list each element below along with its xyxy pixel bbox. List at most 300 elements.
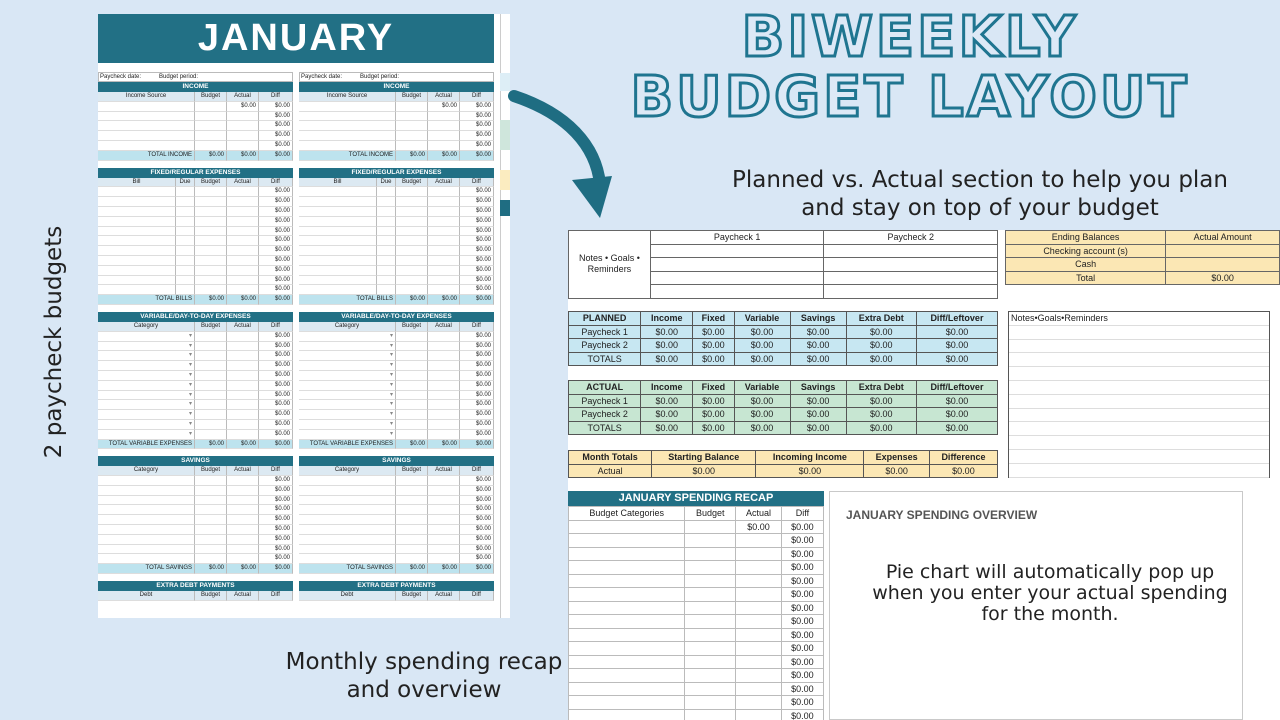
input-cell[interactable] [428,420,460,430]
input-cell[interactable] [377,217,396,227]
recap-category-cell[interactable] [569,642,685,656]
recap-budget-cell[interactable] [685,682,736,696]
input-cell[interactable] [176,266,195,276]
input-cell[interactable] [195,112,227,122]
recap-category-cell[interactable] [569,534,685,548]
input-cell[interactable] [396,410,428,420]
input-cell[interactable] [176,256,195,266]
total-label: TOTAL SAVINGS [299,564,396,574]
input-cell[interactable] [98,276,176,286]
recap-category-cell[interactable] [569,696,685,710]
input-cell[interactable] [98,187,176,197]
input-cell[interactable] [195,342,227,352]
input-cell[interactable] [428,256,460,266]
input-cell[interactable] [195,131,227,141]
notes-line[interactable] [1009,450,1269,464]
input-cell[interactable] [396,430,428,440]
ending-cell[interactable]: $0.00 [1166,271,1280,285]
category-dropdown[interactable]: ▾ [299,400,396,410]
input-cell[interactable] [428,351,460,361]
input-cell[interactable] [428,371,460,381]
diff-cell: $0.00 [259,266,293,276]
input-cell[interactable] [195,371,227,381]
category-dropdown[interactable]: ▾ [98,381,195,391]
input-cell[interactable] [195,351,227,361]
recap-category-cell[interactable] [569,561,685,575]
category-dropdown[interactable]: ▾ [98,391,195,401]
input-cell[interactable] [377,246,396,256]
input-cell[interactable] [176,236,195,246]
recap-budget-cell[interactable] [685,561,736,575]
extra-column-header: Diff [460,591,494,601]
input-cell[interactable] [98,102,195,112]
input-cell[interactable] [98,505,195,515]
input-cell[interactable] [227,420,259,430]
input-cell[interactable] [98,266,176,276]
input-cell[interactable] [195,420,227,430]
input-cell[interactable] [299,486,396,496]
input-cell[interactable] [428,227,460,237]
recap-budget-cell[interactable] [685,574,736,588]
input-cell[interactable] [195,187,227,197]
input-cell[interactable] [428,342,460,352]
input-cell[interactable] [428,266,460,276]
recap-budget-cell[interactable] [685,547,736,561]
category-dropdown[interactable]: ▾ [98,420,195,430]
input-cell[interactable] [227,476,259,486]
recap-category-cell[interactable] [569,588,685,602]
input-cell[interactable] [98,256,176,266]
input-cell[interactable] [176,227,195,237]
notes-line[interactable] [1009,464,1269,478]
input-cell[interactable] [195,266,227,276]
input-cell[interactable] [428,217,460,227]
input-cell[interactable] [396,227,428,237]
ending-cell[interactable] [1166,258,1280,272]
input-cell[interactable] [98,554,195,564]
input-cell[interactable] [396,505,428,515]
input-cell[interactable] [195,554,227,564]
input-cell[interactable] [299,554,396,564]
input-cell[interactable] [98,285,176,295]
input-cell[interactable] [195,361,227,371]
input-cell[interactable] [227,391,259,401]
input-cell[interactable] [299,285,377,295]
input-cell[interactable] [377,276,396,286]
input-cell[interactable] [227,505,259,515]
input-cell[interactable] [396,535,428,545]
recap-category-cell[interactable] [569,709,685,720]
input-cell[interactable] [227,515,259,525]
input-cell[interactable] [227,535,259,545]
input-cell[interactable] [377,187,396,197]
input-cell[interactable] [195,400,227,410]
input-cell[interactable] [299,187,377,197]
input-cell[interactable] [396,476,428,486]
input-cell[interactable] [227,496,259,506]
input-cell[interactable] [396,351,428,361]
category-dropdown[interactable]: ▾ [299,410,396,420]
input-cell[interactable] [227,525,259,535]
input-cell[interactable] [396,545,428,555]
note-cell[interactable] [650,271,824,285]
category-dropdown[interactable]: ▾ [98,410,195,420]
input-cell[interactable] [227,256,259,266]
input-cell[interactable] [98,227,176,237]
input-cell[interactable] [195,525,227,535]
input-cell[interactable] [299,266,377,276]
category-dropdown[interactable]: ▾ [299,351,396,361]
input-cell[interactable] [428,112,460,122]
notes-line[interactable] [1009,326,1269,340]
recap-category-cell[interactable] [569,628,685,642]
category-dropdown[interactable]: ▾ [98,400,195,410]
input-cell[interactable] [98,525,195,535]
input-cell[interactable] [299,112,396,122]
note-cell[interactable] [824,271,998,285]
input-cell[interactable] [396,342,428,352]
input-cell[interactable] [299,525,396,535]
input-cell[interactable] [299,515,396,525]
note-cell[interactable] [824,244,998,258]
notes-line[interactable] [1009,422,1269,436]
recap-category-cell[interactable] [569,574,685,588]
input-cell[interactable] [396,217,428,227]
category-dropdown[interactable]: ▾ [98,342,195,352]
input-cell[interactable] [299,102,396,112]
input-cell[interactable] [396,554,428,564]
input-cell[interactable] [98,131,195,141]
category-dropdown[interactable]: ▾ [98,361,195,371]
input-cell[interactable] [227,266,259,276]
input-cell[interactable] [195,121,227,131]
input-cell[interactable] [396,256,428,266]
input-cell[interactable] [98,545,195,555]
input-cell[interactable] [195,246,227,256]
input-cell[interactable] [227,332,259,342]
input-cell[interactable] [377,266,396,276]
input-cell[interactable] [98,535,195,545]
actual-cell[interactable]: $0.00 [227,102,259,112]
input-cell[interactable] [299,535,396,545]
input-cell[interactable] [195,236,227,246]
input-cell[interactable] [299,476,396,486]
category-dropdown[interactable]: ▾ [299,332,396,342]
category-dropdown[interactable]: ▾ [299,361,396,371]
category-dropdown[interactable]: ▾ [299,342,396,352]
input-cell[interactable] [396,121,428,131]
input-cell[interactable] [428,131,460,141]
ending-cell[interactable] [1166,244,1280,258]
input-cell[interactable] [396,400,428,410]
category-dropdown[interactable]: ▾ [299,371,396,381]
input-cell[interactable] [396,246,428,256]
recap-budget-cell[interactable] [685,669,736,683]
notes-line[interactable] [1009,353,1269,367]
recap-budget-cell[interactable] [685,615,736,629]
input-cell[interactable] [428,187,460,197]
input-cell[interactable] [227,486,259,496]
input-cell[interactable] [195,332,227,342]
note-cell[interactable] [650,258,824,272]
recap-budget-cell[interactable] [685,534,736,548]
input-cell[interactable] [428,141,460,151]
input-cell[interactable] [428,381,460,391]
input-cell[interactable] [377,256,396,266]
input-cell[interactable] [396,207,428,217]
input-cell[interactable] [299,505,396,515]
input-cell[interactable] [195,256,227,266]
notes-line[interactable] [1009,436,1269,450]
input-cell[interactable] [428,535,460,545]
input-cell[interactable] [428,486,460,496]
category-dropdown[interactable]: ▾ [299,420,396,430]
input-cell[interactable] [428,207,460,217]
notes-line[interactable] [1009,367,1269,381]
input-cell[interactable] [428,197,460,207]
input-cell[interactable] [428,496,460,506]
input-cell[interactable] [195,430,227,440]
input-cell[interactable] [299,236,377,246]
input-cell[interactable] [195,476,227,486]
input-cell[interactable] [428,121,460,131]
input-cell[interactable] [98,141,195,151]
category-dropdown[interactable]: ▾ [299,430,396,440]
input-cell[interactable] [98,476,195,486]
input-cell[interactable] [195,486,227,496]
input-cell[interactable] [176,197,195,207]
category-dropdown[interactable]: ▾ [98,351,195,361]
actual-cell[interactable]: $0.00 [428,102,460,112]
input-cell[interactable] [428,332,460,342]
actual-value: $0.00 [846,408,916,422]
input-cell[interactable] [396,236,428,246]
input-cell[interactable] [98,236,176,246]
input-cell[interactable] [195,391,227,401]
category-dropdown[interactable]: ▾ [98,430,195,440]
notes-line[interactable] [1009,340,1269,354]
input-cell[interactable] [299,246,377,256]
input-cell[interactable] [227,112,259,122]
input-cell[interactable] [428,545,460,555]
input-cell[interactable] [428,236,460,246]
input-cell[interactable] [98,486,195,496]
input-cell[interactable] [428,361,460,371]
input-cell[interactable] [176,276,195,286]
income-grid [98,92,293,151]
input-cell[interactable] [227,121,259,131]
category-dropdown[interactable]: ▾ [98,332,195,342]
note-cell[interactable] [650,285,824,299]
input-cell[interactable] [396,381,428,391]
input-cell[interactable] [396,131,428,141]
input-cell[interactable] [299,545,396,555]
input-cell[interactable] [195,197,227,207]
input-cell[interactable] [176,285,195,295]
input-cell[interactable] [227,400,259,410]
recap-budget-cell[interactable] [685,709,736,720]
category-dropdown[interactable]: ▾ [299,381,396,391]
category-dropdown[interactable]: ▾ [299,391,396,401]
input-cell[interactable] [227,545,259,555]
input-cell[interactable] [396,525,428,535]
input-cell[interactable] [227,285,259,295]
input-cell[interactable] [98,197,176,207]
input-cell[interactable] [227,131,259,141]
recap-budget-cell[interactable] [685,601,736,615]
input-cell[interactable] [396,266,428,276]
input-cell[interactable] [98,496,195,506]
input-cell[interactable] [428,276,460,286]
input-cell[interactable] [176,217,195,227]
input-cell[interactable] [176,246,195,256]
input-cell[interactable] [428,246,460,256]
input-cell[interactable] [377,197,396,207]
input-cell[interactable] [396,420,428,430]
input-cell[interactable] [195,496,227,506]
input-cell[interactable] [195,285,227,295]
input-cell[interactable] [377,236,396,246]
input-cell[interactable] [98,246,176,256]
input-cell[interactable] [396,515,428,525]
input-cell[interactable] [396,102,428,112]
recap-category-cell[interactable] [569,547,685,561]
input-cell[interactable] [299,207,377,217]
notes-line[interactable] [1009,381,1269,395]
recap-category-cell[interactable] [569,615,685,629]
input-cell[interactable] [195,217,227,227]
input-cell[interactable] [428,515,460,525]
input-cell[interactable] [299,197,377,207]
input-cell[interactable] [227,246,259,256]
input-cell[interactable] [428,285,460,295]
input-cell[interactable] [299,256,377,266]
input-cell[interactable] [299,121,396,131]
input-cell[interactable] [377,227,396,237]
input-cell[interactable] [396,391,428,401]
input-cell[interactable] [176,207,195,217]
input-cell[interactable] [227,554,259,564]
input-cell[interactable] [299,276,377,286]
recap-category-cell[interactable] [569,655,685,669]
input-cell[interactable] [299,227,377,237]
input-cell[interactable] [195,276,227,286]
recap-row [569,588,824,602]
recap-category-cell[interactable] [569,520,685,534]
input-cell[interactable] [428,410,460,420]
input-cell[interactable] [227,342,259,352]
input-cell[interactable] [396,112,428,122]
input-cell[interactable] [396,197,428,207]
recap-budget-cell[interactable] [685,655,736,669]
input-cell[interactable] [195,381,227,391]
input-cell[interactable] [227,197,259,207]
input-cell[interactable] [98,207,176,217]
input-cell[interactable] [299,131,396,141]
input-cell[interactable] [195,207,227,217]
input-cell[interactable] [195,515,227,525]
input-cell[interactable] [396,187,428,197]
input-cell[interactable] [227,430,259,440]
input-cell[interactable] [396,276,428,286]
paycheck-meta[interactable] [98,72,293,82]
category-dropdown[interactable]: ▾ [98,371,195,381]
income-section-header: INCOME [98,82,293,92]
notes-line[interactable] [1009,395,1269,409]
recap-category-cell[interactable] [569,682,685,696]
input-cell[interactable] [396,141,428,151]
input-cell[interactable] [428,554,460,564]
input-cell[interactable] [428,505,460,515]
input-cell[interactable] [396,496,428,506]
input-cell[interactable] [396,361,428,371]
input-cell[interactable] [227,276,259,286]
input-cell[interactable] [195,535,227,545]
input-cell[interactable] [299,217,377,227]
input-cell[interactable] [227,351,259,361]
input-cell[interactable] [428,525,460,535]
input-cell[interactable] [195,410,227,420]
input-cell[interactable] [98,121,195,131]
input-cell[interactable] [299,141,396,151]
input-cell[interactable] [195,102,227,112]
input-cell[interactable] [396,371,428,381]
input-cell[interactable] [396,332,428,342]
input-cell[interactable] [98,515,195,525]
input-cell[interactable] [227,207,259,217]
input-cell[interactable] [428,430,460,440]
input-cell[interactable] [227,236,259,246]
input-cell[interactable] [377,207,396,217]
input-cell[interactable] [227,217,259,227]
input-cell[interactable] [428,400,460,410]
input-cell[interactable] [195,545,227,555]
input-cell[interactable] [396,486,428,496]
input-cell[interactable] [227,187,259,197]
input-cell[interactable] [98,112,195,122]
input-cell[interactable] [176,187,195,197]
paycheck-meta[interactable] [299,72,494,82]
recap-budget-cell[interactable] [685,520,736,534]
input-cell[interactable] [396,285,428,295]
input-cell[interactable] [195,141,227,151]
input-cell[interactable] [428,391,460,401]
input-cell[interactable] [98,217,176,227]
note-cell[interactable] [824,258,998,272]
input-cell[interactable] [227,227,259,237]
notes-line[interactable] [1009,409,1269,423]
recap-category-cell[interactable] [569,669,685,683]
recap-budget-cell[interactable] [685,642,736,656]
input-cell[interactable] [227,141,259,151]
input-cell[interactable] [227,381,259,391]
note-cell[interactable] [650,244,824,258]
input-cell[interactable] [195,505,227,515]
note-cell[interactable] [824,285,998,299]
input-cell[interactable] [227,361,259,371]
recap-budget-cell[interactable] [685,628,736,642]
recap-budget-cell[interactable] [685,696,736,710]
input-cell[interactable] [428,476,460,486]
recap-budget-cell[interactable] [685,588,736,602]
input-cell[interactable] [299,496,396,506]
input-cell[interactable] [377,285,396,295]
input-cell[interactable] [227,410,259,420]
recap-category-cell[interactable] [569,601,685,615]
input-cell[interactable] [195,227,227,237]
notes-goals-reminders-box[interactable] [1008,311,1270,478]
input-cell[interactable] [227,371,259,381]
